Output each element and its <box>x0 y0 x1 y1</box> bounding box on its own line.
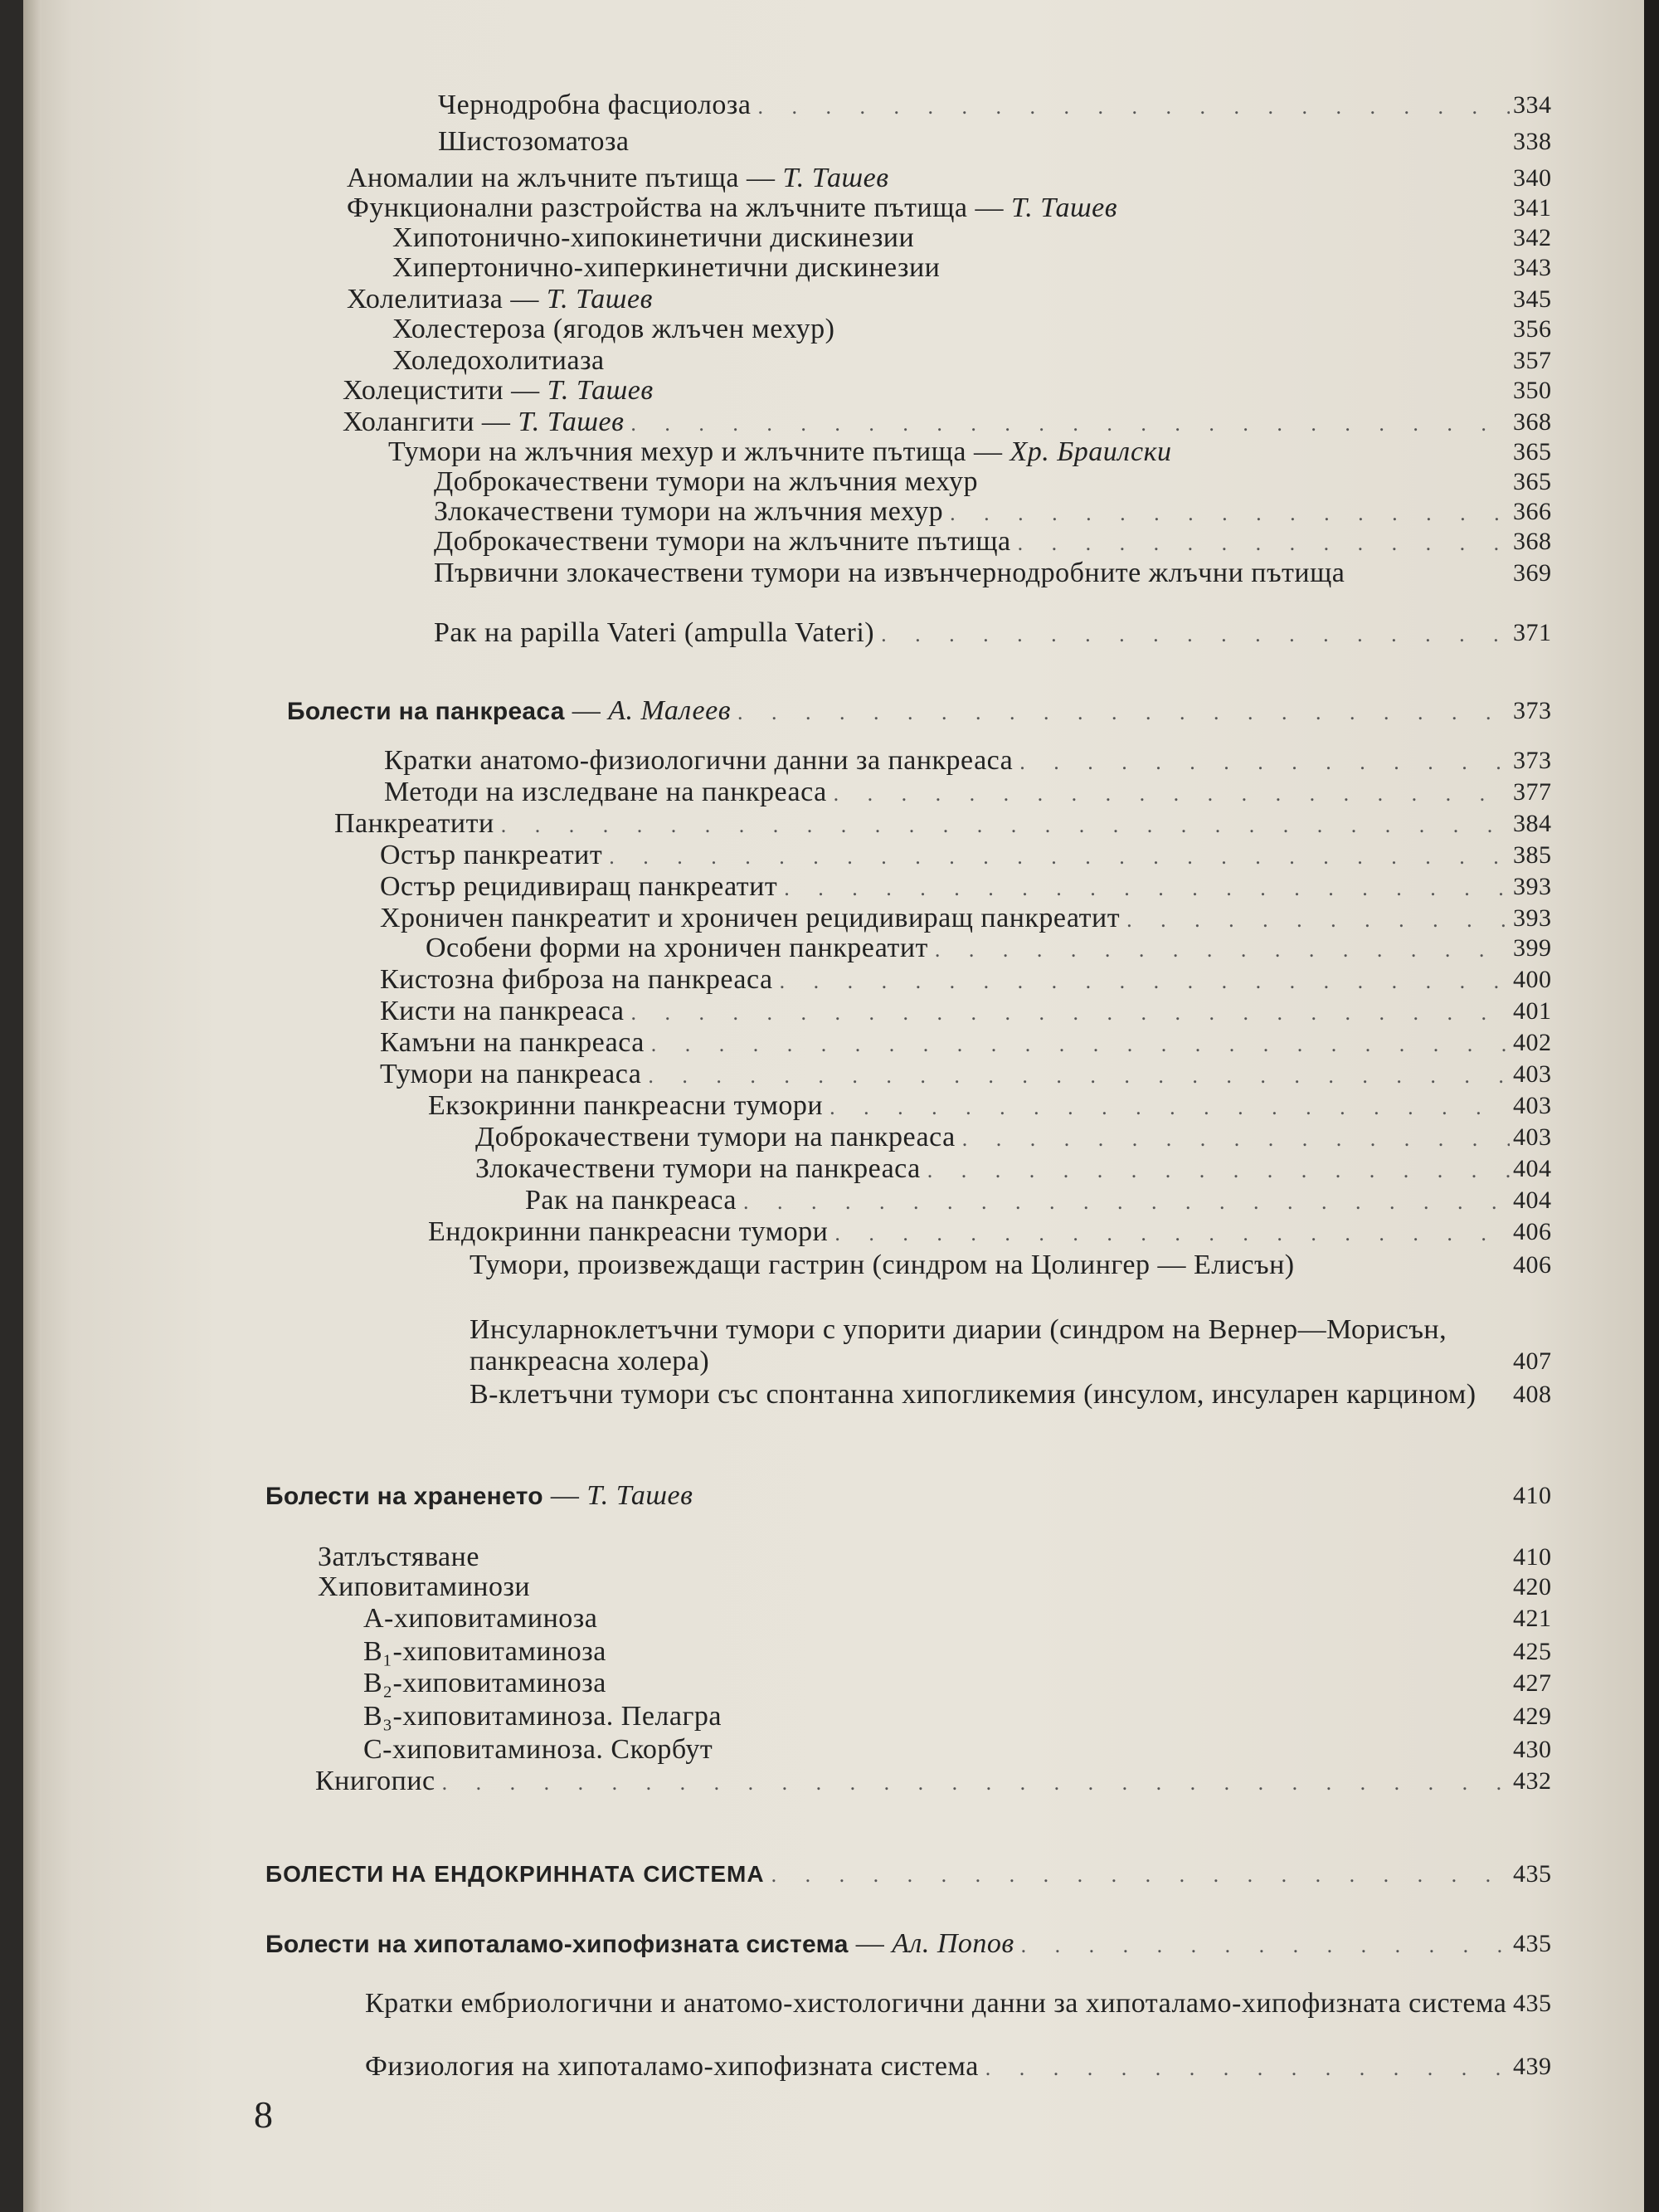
entry-title: Доброкачествени тумори на панкреаса <box>475 1122 956 1152</box>
entry-title: Доброкачествени тумори на жлъчния мехур <box>434 466 979 497</box>
toc-entry <box>363 1668 1552 1701</box>
entry-title: Холестероза (ягодов жлъчен мехур) <box>392 314 835 344</box>
entry-title: Рак на панкреаса <box>525 1185 737 1216</box>
entry-title: Злокачествени тумори на жлъчния мехур <box>434 496 944 527</box>
entry-title: А-хиповитаминоза <box>363 1603 598 1634</box>
toc-entry <box>384 777 1552 810</box>
entry-page: 377 <box>1513 778 1552 806</box>
section-heading: Болести на панкреаса — А. Малеев . . . 373 <box>287 695 1516 728</box>
entry-page: 425 <box>1513 1638 1552 1665</box>
entry-title: Особени форми на хроничен панкреатит <box>426 933 928 963</box>
entry-title: С-хиповитаминоза. Скорбут <box>363 1734 713 1765</box>
toc-entry <box>469 1379 1552 1411</box>
entry-page: 420 <box>1513 1573 1552 1601</box>
toc-entry <box>392 314 1552 347</box>
toc-entry <box>475 1153 1552 1186</box>
entry-title: Методи на изследване на панкреаса <box>384 777 827 807</box>
entry-page: 371 <box>1513 619 1552 646</box>
entry-author: Т. Ташев <box>547 375 654 406</box>
section-title: Болести на хипоталамо-хипофизната система <box>265 1931 849 1958</box>
toc-entry: Холангити — Т. Ташев . . . 368 <box>343 407 1516 440</box>
entry-author: Ал. Попов <box>892 1928 1014 1959</box>
entry-page: 343 <box>1513 254 1552 281</box>
entry-page: 373 <box>1513 747 1552 774</box>
entry-author: Хр. Браилски <box>1010 436 1172 467</box>
entry-page: 404 <box>1513 1186 1552 1214</box>
entry-title: Книгопис <box>315 1766 435 1796</box>
entry-page: 410 <box>1513 1543 1552 1571</box>
toc-entry <box>469 1314 1552 1377</box>
entry-title: Злокачествени тумори на панкреаса <box>475 1153 921 1184</box>
entry-page: 365 <box>1513 468 1552 495</box>
entry-title: Рак на papilla Vateri (ampulla Vateri) <box>434 617 875 648</box>
table-of-contents <box>23 0 1659 2212</box>
entry-page: 385 <box>1513 841 1552 869</box>
entry-title: Панкреатити <box>334 808 494 839</box>
part-title: БОЛЕСТИ НА ЕНДОКРИННАТА СИСТЕМА <box>265 1861 765 1887</box>
toc-entry: Холецистити — Т. Ташев 350 <box>343 375 1516 408</box>
entry-title: Ендокринни панкреасни тумори <box>428 1216 829 1247</box>
entry-title: Първични злокачествени тумори на извънчернодробните жлъчни пътища <box>434 558 1345 588</box>
entry-title: Функционални разстройства на жлъчните пътища <box>347 192 968 223</box>
toc-entry <box>363 1636 1552 1669</box>
entry-page: 338 <box>1513 128 1552 155</box>
entry-page: 369 <box>1513 559 1552 587</box>
entry-title: Физиология на хипоталамо-хипофизната система <box>365 2051 979 2082</box>
section-title: Болести на храненето <box>265 1483 543 1510</box>
section-title: Болести на панкреаса <box>287 698 565 725</box>
entry-page: 365 <box>1513 438 1552 465</box>
entry-page: 340 <box>1513 164 1552 192</box>
entry-author: Т. Ташев <box>586 1480 693 1511</box>
toc-entry <box>318 1571 1552 1605</box>
entry-page: 430 <box>1513 1736 1552 1763</box>
toc-entry <box>380 1059 1552 1092</box>
entry-title: Чернодробна фасциолоза <box>438 90 752 120</box>
entry-page: 345 <box>1513 285 1552 313</box>
toc-entry: Функционални разстройства на жлъчните пътища — Т. Ташев 341 <box>347 192 1516 226</box>
entry-page: 368 <box>1513 408 1552 436</box>
entry-page: 393 <box>1513 873 1552 900</box>
entry-title: Холецистити <box>343 375 504 406</box>
entry-author: Т. Ташев <box>546 284 653 314</box>
entry-title: Камъни на панкреаса <box>380 1027 645 1058</box>
entry-title: Холедохолитиаза <box>392 345 605 376</box>
entry-title: B₂-хиповитаминоза <box>363 1668 606 1698</box>
toc-entry <box>384 745 1552 778</box>
toc-entry <box>438 126 1552 159</box>
entry-page: 403 <box>1513 1123 1552 1151</box>
entry-page: 410 <box>1513 1482 1552 1509</box>
toc-entry <box>365 1988 1552 2020</box>
toc-entry: Холелитиаза — Т. Ташев 345 <box>347 284 1516 317</box>
entry-title: B₁-хиповитаминоза <box>363 1636 606 1667</box>
toc-entry <box>380 964 1552 997</box>
entry-title: В-клетъчни тумори със спонтанна хипогликемия (инсулом, инсуларен карцином) <box>469 1379 1477 1410</box>
entry-title: Затлъстяване <box>318 1542 479 1572</box>
part-heading <box>265 1859 1552 1891</box>
toc-entry <box>363 1701 1552 1734</box>
entry-title: Тумори на жлъчния мехур и жлъчните пътища <box>388 436 966 467</box>
toc-entry <box>380 996 1552 1029</box>
background-edge <box>1644 0 1659 2212</box>
toc-entry <box>426 933 1552 966</box>
entry-page: 399 <box>1513 934 1552 962</box>
entry-title: Холелитиаза <box>347 284 504 314</box>
toc-entry <box>380 1027 1552 1060</box>
toc-entry: Аномалии на жлъчните пътища — Т. Ташев 340 <box>347 163 1516 196</box>
toc-entry: Тумори на жлъчния мехур и жлъчните пътища — Хр. Браилски 365 <box>388 436 1516 470</box>
entry-page: 402 <box>1513 1029 1552 1056</box>
entry-page: 356 <box>1513 315 1552 343</box>
toc-entry <box>363 1734 1552 1767</box>
entry-page: 406 <box>1513 1218 1552 1245</box>
book-page <box>23 0 1659 2212</box>
toc-entry <box>469 1250 1552 1281</box>
entry-page: 403 <box>1513 1092 1552 1119</box>
entry-page: 432 <box>1513 1767 1552 1795</box>
entry-author: А. Малеев <box>608 695 731 726</box>
toc-entry <box>318 1542 1552 1575</box>
entry-title: Остър рецидивиращ панкреатит <box>380 871 778 902</box>
entry-page: 404 <box>1513 1155 1552 1182</box>
entry-page: 384 <box>1513 810 1552 837</box>
toc-entry <box>392 222 1552 256</box>
entry-page: 408 <box>1513 1381 1552 1408</box>
entry-title: Кратки анатомо-физиологични данни за панкреаса <box>384 745 1014 776</box>
entry-page: 350 <box>1513 377 1552 404</box>
entry-page: 403 <box>1513 1060 1552 1088</box>
entry-page: 341 <box>1513 194 1552 222</box>
entry-title: B₃-хиповитаминоза. Пелагра <box>363 1701 722 1732</box>
toc-entry <box>392 252 1552 285</box>
entry-page: 366 <box>1513 498 1552 525</box>
toc-entry <box>428 1216 1552 1250</box>
entry-title: Хипотонично-хипокинетични дискинезии <box>392 222 915 253</box>
entry-page: 406 <box>1513 1251 1552 1279</box>
entry-page: 357 <box>1513 347 1552 374</box>
entry-title: Тумори, произвеждащи гастрин (синдром на Цолингер — Елисън) <box>469 1250 1295 1280</box>
toc-entry <box>434 466 1552 499</box>
entry-title: Екзокринни панкреасни тумори <box>428 1090 824 1121</box>
entry-page: 421 <box>1513 1605 1552 1632</box>
entry-title: Хиповитаминози <box>318 1571 531 1602</box>
toc-entry <box>315 1766 1552 1799</box>
entry-page: 435 <box>1513 1860 1552 1888</box>
toc-entry <box>475 1122 1552 1155</box>
entry-title: Шистозоматоза <box>438 126 630 157</box>
toc-entry <box>392 345 1552 378</box>
entry-title: Хипертонично-хиперкинетични дискинезии <box>392 252 941 283</box>
entry-page: 401 <box>1513 997 1552 1025</box>
toc-entry <box>434 558 1552 589</box>
entry-title: Аномалии на жлъчните пътища <box>347 163 739 193</box>
entry-page: 368 <box>1513 528 1552 555</box>
toc-entry <box>525 1185 1552 1218</box>
toc-entry <box>434 496 1552 529</box>
entry-page: 429 <box>1513 1703 1552 1730</box>
entry-page: 373 <box>1513 697 1552 724</box>
entry-page: 342 <box>1513 224 1552 251</box>
toc-entry <box>434 617 1552 650</box>
entry-title: Кисти на панкреаса <box>380 996 625 1026</box>
section-heading: Болести на храненето — Т. Ташев 410 <box>265 1480 1516 1513</box>
entry-title: Холангити <box>343 407 474 437</box>
entry-title: Доброкачествени тумори на жлъчните пътища <box>434 526 1011 557</box>
toc-entry <box>334 808 1552 841</box>
entry-title: Кистозна фиброза на панкреаса <box>380 964 773 995</box>
entry-page: 400 <box>1513 966 1552 993</box>
toc-entry <box>365 2051 1552 2084</box>
toc-entry <box>363 1603 1552 1636</box>
entry-page: 427 <box>1513 1669 1552 1697</box>
entry-page: 435 <box>1513 1930 1552 1957</box>
entry-page: 407 <box>1513 1347 1552 1375</box>
entry-title: Кратки ембриологични и анатомо-хистологични данни за хипоталамо-хипофизната система <box>365 1988 1507 2019</box>
toc-entry <box>438 90 1552 123</box>
entry-page: 334 <box>1513 91 1552 119</box>
entry-author: Т. Ташев <box>782 163 889 193</box>
toc-entry <box>380 871 1552 904</box>
entry-author: Т. Ташев <box>1011 192 1117 223</box>
entry-title: Хроничен панкреатит и хроничен рецидивиращ панкреатит <box>380 903 1121 933</box>
toc-entry <box>380 903 1552 936</box>
page-number: 8 <box>254 2093 273 2136</box>
entry-page: 393 <box>1513 904 1552 932</box>
entry-title: Инсуларноклетъчни тумори с упорити диарии (синдром на Вернер—Морисън, панкреасна холера) <box>469 1314 1447 1376</box>
toc-entry <box>428 1090 1552 1123</box>
toc-entry <box>380 840 1552 873</box>
entry-page: 435 <box>1513 1990 1552 2017</box>
section-heading: Болести на хипоталамо-хипофизната система — Ал. Попов . . . 435 <box>265 1928 1516 1961</box>
toc-entry <box>434 526 1552 559</box>
entry-title: Тумори на панкреаса <box>380 1059 642 1089</box>
entry-author: Т. Ташев <box>518 407 625 437</box>
entry-page: 439 <box>1513 2053 1552 2080</box>
entry-title: Остър панкреатит <box>380 840 603 870</box>
